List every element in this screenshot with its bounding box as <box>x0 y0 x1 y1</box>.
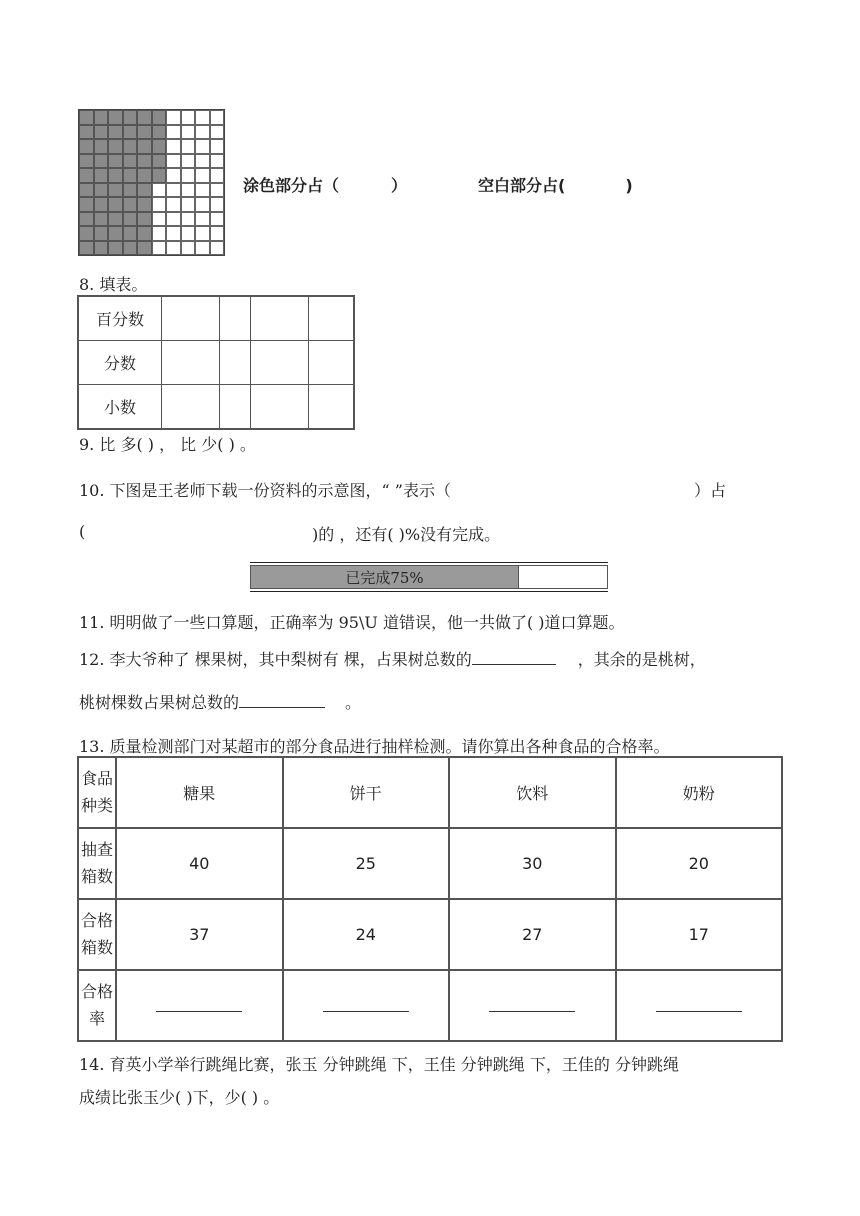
grid-cell <box>210 241 225 256</box>
grid-cell <box>79 226 94 241</box>
grid-cell <box>152 212 167 227</box>
answer-blank[interactable] <box>616 970 783 1041</box>
quality-table <box>77 756 783 1042</box>
grid-cell <box>137 168 152 183</box>
grid-cell <box>152 154 167 169</box>
grid-cell <box>108 241 123 256</box>
blank-label: 空白部分占( <box>478 176 566 195</box>
grid-cell <box>181 241 196 256</box>
table-row <box>78 970 782 1041</box>
progress-fill: 已完成75% <box>250 565 519 589</box>
table-cell: 饮料 <box>449 757 616 828</box>
grid-cell <box>137 212 152 227</box>
grid-cell <box>181 110 196 125</box>
grid-cell <box>94 154 109 169</box>
grid-cell <box>79 212 94 227</box>
grid-cell <box>123 241 138 256</box>
table-cell: 25 <box>283 828 450 899</box>
grid-cell <box>94 212 109 227</box>
grid-cell <box>123 226 138 241</box>
table-row <box>78 828 782 899</box>
question-10-line1: 10. 下图是王老师下载一份资料的示意图，“ ”表示（ <box>79 481 451 500</box>
grid-cell <box>166 241 181 256</box>
grid-cell <box>181 154 196 169</box>
grid-cell <box>195 139 210 154</box>
grid-cell <box>210 139 225 154</box>
grid-cell <box>152 125 167 140</box>
grid-cell <box>137 110 152 125</box>
grid-cell <box>108 168 123 183</box>
grid-cell <box>152 241 167 256</box>
table-cell[interactable] <box>162 341 220 385</box>
table-cell[interactable] <box>162 385 220 430</box>
grid-cell <box>94 110 109 125</box>
table-cell: 17 <box>616 899 783 970</box>
grid-cell <box>79 241 94 256</box>
grid-cell <box>79 125 94 140</box>
q12-text-d: 。 <box>345 693 362 712</box>
grid-cell <box>94 168 109 183</box>
table-cell: 40 <box>116 828 283 899</box>
grid-cell <box>210 168 225 183</box>
grid-cell <box>123 168 138 183</box>
grid-cell <box>181 168 196 183</box>
grid-cell <box>108 139 123 154</box>
question-10-line2-open: ( <box>79 522 86 541</box>
grid-cell <box>181 212 196 227</box>
table-cell[interactable] <box>309 341 355 385</box>
grid-cell <box>94 226 109 241</box>
question-12-line1 <box>79 647 706 670</box>
table-cell: 糖果 <box>116 757 283 828</box>
q12-text-c: 桃树棵数占果树总数的 <box>79 693 240 712</box>
answer-blank[interactable] <box>116 970 283 1041</box>
grid-cell <box>152 183 167 198</box>
blank-close: ) <box>625 176 633 195</box>
answer-blank[interactable] <box>449 970 616 1041</box>
grid-cell <box>137 197 152 212</box>
grid-cell <box>79 183 94 198</box>
grid-cell <box>123 154 138 169</box>
grid-cell <box>79 110 94 125</box>
grid-cell <box>152 168 167 183</box>
table-cell[interactable] <box>309 385 355 430</box>
table-cell[interactable] <box>251 385 309 430</box>
grid-cell <box>152 110 167 125</box>
grid-cell <box>166 125 181 140</box>
table-cell[interactable] <box>220 341 251 385</box>
grid-cell <box>152 139 167 154</box>
grid-cell <box>137 226 152 241</box>
grid-cell <box>210 110 225 125</box>
grid-cell <box>108 226 123 241</box>
table-cell[interactable] <box>251 341 309 385</box>
q12-text-a: 12. 李大爷种了 棵果树，其中梨树有 棵，占果树总数的 <box>79 650 472 669</box>
answer-blank[interactable] <box>283 970 450 1041</box>
grid-cell <box>166 212 181 227</box>
table-cell: 饼干 <box>283 757 450 828</box>
grid-cell <box>79 139 94 154</box>
grid-cell <box>94 197 109 212</box>
row-head-percent: 百分数 <box>78 296 162 341</box>
table-row <box>78 899 782 970</box>
grid-cell <box>108 183 123 198</box>
grid-cell <box>123 183 138 198</box>
table-cell: 20 <box>616 828 783 899</box>
grid-cell <box>123 125 138 140</box>
row-head-pass-rate: 合格 率 <box>78 970 116 1041</box>
grid-cell <box>166 139 181 154</box>
grid-cell <box>94 241 109 256</box>
grid-cell <box>195 212 210 227</box>
hundred-grid <box>78 109 225 256</box>
question-11: 11. 明明做了一些口算题，正确率为 95\U 道错误，他一共做了( )道口算题。 <box>79 613 625 632</box>
grid-cell <box>195 226 210 241</box>
grid-cell <box>166 183 181 198</box>
table-cell[interactable] <box>251 296 309 341</box>
grid-cell <box>108 125 123 140</box>
table-row <box>78 757 782 828</box>
grid-cell <box>137 125 152 140</box>
table-cell: 奶粉 <box>616 757 783 828</box>
grid-cell <box>210 226 225 241</box>
row-head-qualified: 合格 箱数 <box>78 899 116 970</box>
grid-cell <box>181 226 196 241</box>
table-cell[interactable] <box>220 296 251 341</box>
grid-cell <box>137 183 152 198</box>
table-cell: 27 <box>449 899 616 970</box>
grid-cell <box>195 241 210 256</box>
q12-text-b: ，其余的是桃树， <box>577 650 706 669</box>
grid-cell <box>123 110 138 125</box>
grid-cell <box>94 183 109 198</box>
grid-cell <box>195 168 210 183</box>
grid-cell <box>123 197 138 212</box>
download-progress-bar <box>250 562 608 592</box>
shaded-label: 涂色部分占（ <box>243 176 340 195</box>
table-row <box>78 341 354 385</box>
grid-cell <box>108 110 123 125</box>
grid-cell <box>166 168 181 183</box>
grid-cell <box>137 139 152 154</box>
grid-cell <box>108 212 123 227</box>
grid-cell <box>152 197 167 212</box>
grid-cell <box>210 212 225 227</box>
answer-blank[interactable] <box>239 707 325 708</box>
question-13-title: 13. 质量检测部门对某超市的部分食品进行抽样检测。请你算出各种食品的合格率。 <box>79 737 670 756</box>
table-cell: 24 <box>283 899 450 970</box>
grid-cell <box>137 154 152 169</box>
table-cell: 30 <box>449 828 616 899</box>
grid-cell <box>166 226 181 241</box>
question-14-line1: 14. 育英小学举行跳绳比赛，张玉 分钟跳绳 下，王佳 分钟跳绳 下，王佳的 分钟跳绳 <box>79 1055 679 1074</box>
grid-cell <box>79 197 94 212</box>
row-head-decimal: 小数 <box>78 385 162 430</box>
grid-cell <box>94 139 109 154</box>
progress-remaining <box>519 565 608 589</box>
row-head-fraction: 分数 <box>78 341 162 385</box>
fill-table <box>77 295 355 430</box>
shaded-fraction-question <box>243 173 407 196</box>
table-cell[interactable] <box>220 385 251 430</box>
grid-cell <box>210 183 225 198</box>
grid-cell <box>181 139 196 154</box>
answer-blank[interactable] <box>472 664 556 665</box>
grid-cell <box>79 168 94 183</box>
question-10-line1-end: ）占 <box>694 481 727 500</box>
grid-cell <box>210 154 225 169</box>
shaded-close: ） <box>391 176 408 195</box>
grid-cell <box>166 197 181 212</box>
grid-cell <box>166 154 181 169</box>
table-cell[interactable] <box>309 296 355 341</box>
table-cell[interactable] <box>162 296 220 341</box>
table-row <box>78 296 354 341</box>
grid-cell <box>108 197 123 212</box>
grid-cell <box>195 197 210 212</box>
grid-cell <box>195 125 210 140</box>
grid-cell <box>137 241 152 256</box>
question-12-line2 <box>79 690 361 713</box>
question-10-line2: )的 ，还有( )%没有完成。 <box>312 525 501 544</box>
grid-cell <box>195 110 210 125</box>
table-row <box>78 385 354 430</box>
row-head-food-type: 食品 种类 <box>78 757 116 828</box>
grid-cell <box>210 197 225 212</box>
grid-cell <box>108 154 123 169</box>
blank-fraction-question <box>478 173 633 196</box>
row-head-sampled: 抽查 箱数 <box>78 828 116 899</box>
question-14-line2: 成绩比张玉少( )下，少( ) 。 <box>79 1088 280 1107</box>
grid-cell <box>195 183 210 198</box>
grid-cell <box>181 197 196 212</box>
grid-cell <box>181 183 196 198</box>
grid-cell <box>195 154 210 169</box>
grid-cell <box>79 154 94 169</box>
grid-cell <box>94 125 109 140</box>
grid-cell <box>210 125 225 140</box>
grid-cell <box>123 212 138 227</box>
grid-cell <box>152 226 167 241</box>
question-8-title: 8. 填表。 <box>79 275 148 294</box>
table-cell: 37 <box>116 899 283 970</box>
grid-cell <box>123 139 138 154</box>
grid-cell <box>181 125 196 140</box>
grid-cell <box>166 110 181 125</box>
question-9: 9. 比 多( ) ， 比 少( ) 。 <box>79 435 256 454</box>
